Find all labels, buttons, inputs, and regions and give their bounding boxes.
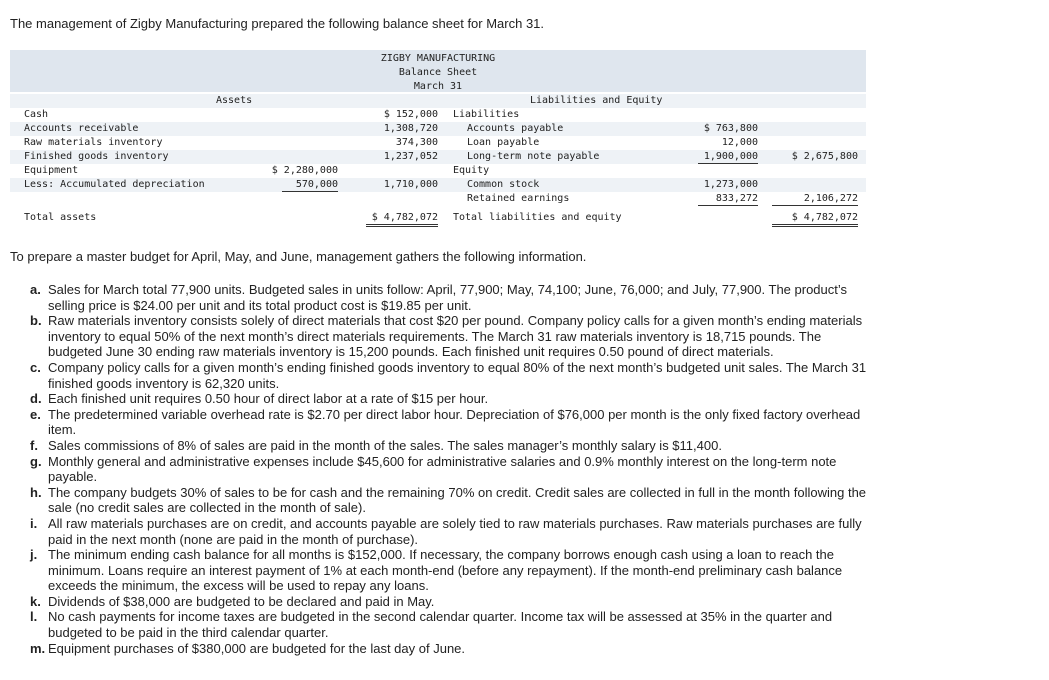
balance-sheet <box>10 50 866 232</box>
item-letter: b. <box>30 313 42 329</box>
problem-intro: The management of Zigby Manufacturing prepared the following balance sheet for March 31. <box>10 16 545 31</box>
item-letter: j. <box>30 547 38 563</box>
row-band <box>10 94 866 108</box>
asset-label-cash: Cash <box>24 109 49 120</box>
item-text: Raw materials inventory consists solely of direct materials that cost $20 per pound. Company policy calls for a given month’s ending materials inventory to equal 50% of the next month’s direct materials requirements. The March 31 raw materials inventory is 18,715 pounds. The budgeted June 30 ending raw materials inventory is 15,200 pounds. Each finished unit requires 0.50 pound of direct materials. <box>48 313 863 360</box>
item-text: Dividends of $38,000 are budgeted to be declared and paid in May. <box>48 593 435 609</box>
item-text: Each finished unit requires 0.50 hour of direct labor at a rate of $15 per hour. <box>48 391 489 407</box>
liability-amount-note: 1,900,000 <box>698 151 758 164</box>
item-letter: h. <box>30 484 42 500</box>
asset-label-depreciation: Less: Accumulated depreciation <box>24 179 205 190</box>
equity-amount-retained-earnings: 833,272 <box>698 193 758 206</box>
item-letter: i. <box>30 515 38 531</box>
liability-amount-ap: $ 763,800 <box>703 123 758 134</box>
item-letter: c. <box>30 359 41 375</box>
list-item <box>30 391 868 407</box>
statement-title: Balance Sheet <box>398 67 478 78</box>
item-letter: d. <box>30 391 42 407</box>
item-letter: e. <box>30 406 41 422</box>
item-text: Monthly general and administrative expenses include $45,600 for administrative salaries and 0.9% monthly interest on the long-term note payable. <box>48 453 837 485</box>
list-item <box>30 454 868 485</box>
asset-label-rm: Raw materials inventory <box>24 137 163 148</box>
liability-amount-loan: 12,000 <box>721 137 758 148</box>
total-liabilities: $ 2,675,800 <box>791 151 858 162</box>
total-assets-label: Total assets <box>24 212 97 223</box>
asset-label-fg: Finished goods inventory <box>24 151 169 162</box>
asset-label-ar: Accounts receivable <box>24 123 139 134</box>
list-item <box>30 485 868 516</box>
list-item <box>30 407 868 438</box>
item-letter: a. <box>30 282 41 297</box>
list-item <box>30 547 868 594</box>
list-item <box>30 282 868 313</box>
item-text: Sales for March total 77,900 units. Budgeted sales in units follow: April, 77,900; May, 74,100; June, 76,000; and July, 77,900. The product’s selling price is $24.00 per unit and its total product cost is $19.85 per unit. <box>48 282 848 313</box>
item-letter: m. <box>30 640 46 656</box>
asset-amount-rm: 374,300 <box>395 137 438 148</box>
list-item <box>30 516 868 547</box>
asset-amount-depreciation: 570,000 <box>282 179 338 192</box>
list-item <box>30 594 868 610</box>
list-item <box>30 609 868 640</box>
item-letter: k. <box>30 593 41 609</box>
total-assets-amount: $ 4,782,072 <box>366 212 438 227</box>
item-text: The company budgets 30% of sales to be for cash and the remaining 70% on credit. Credit sales are collected in full in the month following the sale (no credit sales are collected in the month of sale). <box>48 484 867 516</box>
total-le-amount: $ 4,782,072 <box>772 212 858 227</box>
item-text: Company policy calls for a given month’s ending finished goods inventory to equal 80% of the next month’s budgeted unit sales. The March 31 finished goods inventory is 62,320 units. <box>48 359 867 391</box>
item-text: No cash payments for income taxes are budgeted in the second calendar quarter. Income tax will be assessed at 35% in the quarter and budgeted to be paid in the third calendar quarter. <box>48 609 833 641</box>
liability-label-ap: Accounts payable <box>467 123 564 134</box>
total-le-label: Total liabilities and equity <box>453 212 622 223</box>
item-text: Sales commissions of 8% of sales are paid in the month of the sales. The sales manager’s monthly salary is $11,400. <box>48 437 722 453</box>
liability-label-note: Long-term note payable <box>467 151 600 162</box>
item-text: All raw materials purchases are on credit, and accounts payable are solely tied to raw materials purchases. Raw materials purchases are fully paid in the next month (none are paid in the month of purchase). <box>48 515 862 547</box>
equity-label: Equity <box>453 165 490 176</box>
asset-amount-net-equipment: 1,710,000 <box>383 179 438 190</box>
list-item <box>30 360 868 391</box>
information-list <box>30 282 868 656</box>
item-text: The predetermined variable overhead rate is $2.70 per direct labor hour. Depreciation of $76,000 per month is the only fixed factory overhead item. <box>48 406 861 438</box>
list-item <box>30 438 868 454</box>
asset-amount-ar: 1,308,720 <box>383 123 438 134</box>
equity-label-common-stock: Common stock <box>467 179 540 190</box>
info-intro: To prepare a master budget for April, May, and June, management gathers the following information. <box>10 249 587 264</box>
item-letter: f. <box>30 437 38 453</box>
total-equity: 2,106,272 <box>772 193 858 206</box>
list-item <box>30 313 868 360</box>
asset-amount-cash: $ 152,000 <box>383 109 438 120</box>
item-letter: l. <box>30 609 38 625</box>
liabilities-equity-header: Liabilities and Equity <box>530 95 663 106</box>
liabilities-label: Liabilities <box>453 109 520 120</box>
statement-date: March 31 <box>413 81 463 92</box>
equity-amount-common-stock: 1,273,000 <box>703 179 758 190</box>
item-text: The minimum ending cash balance for all months is $152,000. If necessary, the company borrows enough cash using a loan to reach the minimum. Loans require an interest payment of 1% at each month-end (before any repayment). If the month-end preliminary cash balance exceeds the minimum, the excess will be used to repay any loans. <box>48 547 843 594</box>
asset-label-equipment: Equipment <box>24 165 79 176</box>
liability-label-loan: Loan payable <box>467 137 540 148</box>
item-text: Equipment purchases of $380,000 are budgeted for the last day of June. <box>48 640 466 656</box>
asset-amount-equipment: $ 2,280,000 <box>271 165 338 176</box>
list-item <box>30 641 868 657</box>
equity-label-retained-earnings: Retained earnings <box>467 193 570 204</box>
company-name: ZIGBY MANUFACTURING <box>380 53 496 64</box>
item-letter: g. <box>30 453 42 469</box>
asset-amount-fg: 1,237,052 <box>383 151 438 162</box>
assets-header: Assets <box>216 95 253 106</box>
